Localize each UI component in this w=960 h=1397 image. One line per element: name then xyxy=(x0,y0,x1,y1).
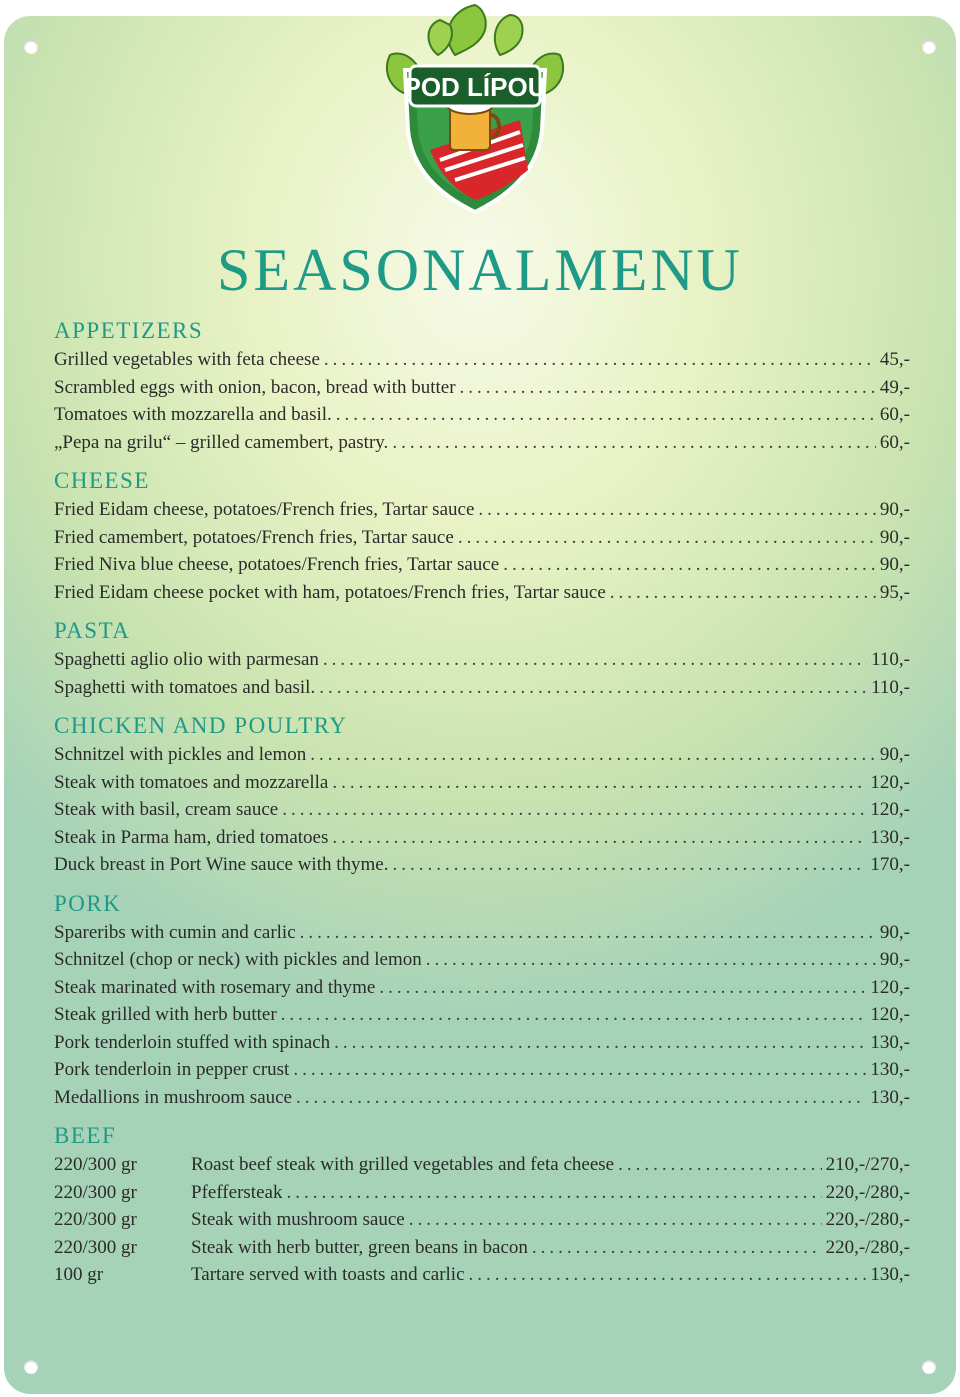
dot-leader xyxy=(324,346,876,374)
item-name: Steak marinated with rosemary and thyme xyxy=(54,976,376,998)
dot-leader xyxy=(409,1206,822,1234)
menu-item xyxy=(54,1261,910,1289)
section-title: APPETIZERS xyxy=(54,318,204,343)
item-weight: 220/300 gr xyxy=(54,1154,137,1175)
dot-leader xyxy=(392,429,876,457)
item-name: Tomatoes with mozzarella and basil. xyxy=(54,404,332,425)
dot-leader xyxy=(460,374,876,402)
menu-item xyxy=(54,1001,910,1029)
dot-leader xyxy=(478,496,876,524)
menu-section-chicken-and-poultry xyxy=(54,711,910,879)
item-price: 90,- xyxy=(879,949,910,970)
menu-item xyxy=(54,346,910,374)
item-price: 130,- xyxy=(870,1086,910,1108)
dot-leader xyxy=(300,919,876,947)
item-price: 60,- xyxy=(879,404,910,425)
mounting-hole xyxy=(922,1360,936,1374)
menu-section-beef xyxy=(54,1121,910,1289)
menu-item xyxy=(54,974,910,1002)
item-price: 220,-/280,- xyxy=(825,1209,910,1230)
item-price: 90,- xyxy=(879,499,910,520)
item-price: 90,- xyxy=(879,921,910,943)
item-price: 90,- xyxy=(879,526,910,548)
menu-item xyxy=(54,1179,910,1207)
item-price: 130,- xyxy=(870,1059,910,1080)
section-title: PASTA xyxy=(54,618,131,643)
menu-item xyxy=(54,946,910,974)
dot-leader xyxy=(379,974,866,1002)
dot-leader xyxy=(310,741,876,769)
menu-item xyxy=(54,1084,910,1112)
dot-leader xyxy=(281,1001,867,1029)
dot-leader xyxy=(458,524,876,552)
item-price: 220,-/280,- xyxy=(825,1181,910,1203)
section-title: CHEESE xyxy=(54,468,150,493)
menu-item xyxy=(54,824,910,852)
menu-item xyxy=(54,496,910,524)
dot-leader xyxy=(332,769,866,797)
menu-item xyxy=(54,646,910,674)
item-price: 120,- xyxy=(870,771,910,793)
item-name: Schnitzel with pickles and lemon xyxy=(54,744,307,765)
item-name: Pork tenderloin stuffed with spinach xyxy=(54,1031,331,1053)
item-name: Pork tenderloin in pepper crust xyxy=(54,1059,290,1080)
dot-leader xyxy=(296,1084,866,1112)
dot-leader xyxy=(618,1151,821,1179)
item-name: Medallions in mushroom sauce xyxy=(54,1086,292,1108)
section-title: PORK xyxy=(54,890,122,916)
dot-leader xyxy=(503,551,876,579)
menu-item xyxy=(54,429,910,457)
dot-leader xyxy=(332,824,866,852)
item-weight: 100 gr xyxy=(54,1264,104,1285)
mounting-hole xyxy=(922,40,936,54)
dot-leader xyxy=(469,1261,867,1289)
menu-list xyxy=(54,316,910,1299)
item-name: Pfeffersteak xyxy=(191,1181,283,1203)
menu-item xyxy=(54,1029,910,1057)
item-name: Steak with mushroom sauce xyxy=(191,1209,405,1230)
item-price: 130,- xyxy=(870,1264,910,1285)
item-name: Grilled vegetables with feta cheese xyxy=(54,349,320,370)
item-name: Spareribs with cumin and carlic xyxy=(54,921,296,943)
logo-text: POD LÍPOU xyxy=(403,72,547,102)
dot-leader xyxy=(426,946,876,974)
dot-leader xyxy=(293,1056,866,1084)
menu-section-appetizers xyxy=(54,316,910,456)
item-name: Schnitzel (chop or neck) with pickles and lemon xyxy=(54,949,422,970)
item-price: 95,- xyxy=(879,581,910,603)
menu-section-cheese xyxy=(54,466,910,606)
menu-item xyxy=(54,374,910,402)
item-name: Tartare served with toasts and carlic xyxy=(191,1264,465,1285)
dot-leader xyxy=(282,796,866,824)
item-name: Fried camembert, potatoes/French fries, Tartar sauce xyxy=(54,526,454,548)
page-title: SEASONALMENU xyxy=(216,237,744,303)
mounting-hole xyxy=(24,40,38,54)
item-name: „Pepa na grilu“ – grilled camembert, pastry. xyxy=(54,431,389,453)
menu-item xyxy=(54,1234,910,1262)
item-name: Spaghetti aglio olio with parmesan xyxy=(54,649,319,670)
restaurant-logo xyxy=(370,0,580,220)
item-price: 60,- xyxy=(879,431,910,453)
section-title: CHICKEN AND POULTRY xyxy=(54,713,348,738)
dot-leader xyxy=(532,1234,822,1262)
menu-section-pork xyxy=(54,889,910,1112)
section-title: BEEF xyxy=(54,1123,117,1148)
menu-item xyxy=(54,1151,910,1179)
menu-item xyxy=(54,1206,910,1234)
menu-item xyxy=(54,401,910,429)
menu-item xyxy=(54,769,910,797)
menu-item xyxy=(54,851,910,879)
dot-leader xyxy=(610,579,876,607)
item-price: 49,- xyxy=(879,376,910,398)
item-name: Steak with basil, cream sauce xyxy=(54,799,279,820)
menu-item xyxy=(54,524,910,552)
item-price: 120,- xyxy=(870,799,910,820)
item-name: Steak grilled with herb butter xyxy=(54,1004,277,1025)
item-price: 110,- xyxy=(871,676,910,698)
item-name: Spaghetti with tomatoes and basil. xyxy=(54,676,316,698)
dot-leader xyxy=(392,851,866,879)
item-price: 45,- xyxy=(879,349,910,370)
item-price: 120,- xyxy=(870,976,910,998)
item-name: Fried Eidam cheese pocket with ham, potatoes/French fries, Tartar sauce xyxy=(54,581,606,603)
menu-item xyxy=(54,1056,910,1084)
item-name: Fried Niva blue cheese, potatoes/French fries, Tartar sauce xyxy=(54,554,500,575)
item-name: Steak in Parma ham, dried tomatoes xyxy=(54,826,329,848)
menu-item xyxy=(54,741,910,769)
item-weight: 220/300 gr xyxy=(54,1209,137,1230)
item-weight: 220/300 gr xyxy=(54,1236,137,1258)
item-name: Steak with herb butter, green beans in bacon xyxy=(191,1236,528,1258)
item-weight: 220/300 gr xyxy=(54,1181,137,1203)
item-price: 130,- xyxy=(870,826,910,848)
item-price: 90,- xyxy=(879,744,910,765)
menu-item xyxy=(54,579,910,607)
dot-leader xyxy=(334,1029,866,1057)
dot-leader xyxy=(286,1179,821,1207)
item-price: 210,-/270,- xyxy=(825,1154,910,1175)
item-price: 170,- xyxy=(870,854,910,875)
item-name: Duck breast in Port Wine sauce with thyme. xyxy=(54,854,389,875)
menu-section-pasta xyxy=(54,616,910,701)
menu-item xyxy=(54,919,910,947)
menu-item xyxy=(54,796,910,824)
mounting-hole xyxy=(24,1360,38,1374)
dot-leader xyxy=(319,674,867,702)
item-name: Steak with tomatoes and mozzarella xyxy=(54,771,329,793)
dot-leader xyxy=(323,646,867,674)
dot-leader xyxy=(336,401,876,429)
item-price: 220,-/280,- xyxy=(825,1236,910,1258)
menu-item xyxy=(54,674,910,702)
item-name: Roast beef steak with grilled vegetables and feta cheese xyxy=(191,1154,615,1175)
item-price: 110,- xyxy=(871,649,910,670)
item-name: Fried Eidam cheese, potatoes/French fries, Tartar sauce xyxy=(54,499,475,520)
item-price: 130,- xyxy=(870,1031,910,1053)
item-name: Scrambled eggs with onion, bacon, bread with butter xyxy=(54,376,456,398)
item-price: 120,- xyxy=(870,1004,910,1025)
item-price: 90,- xyxy=(879,554,910,575)
menu-item xyxy=(54,551,910,579)
